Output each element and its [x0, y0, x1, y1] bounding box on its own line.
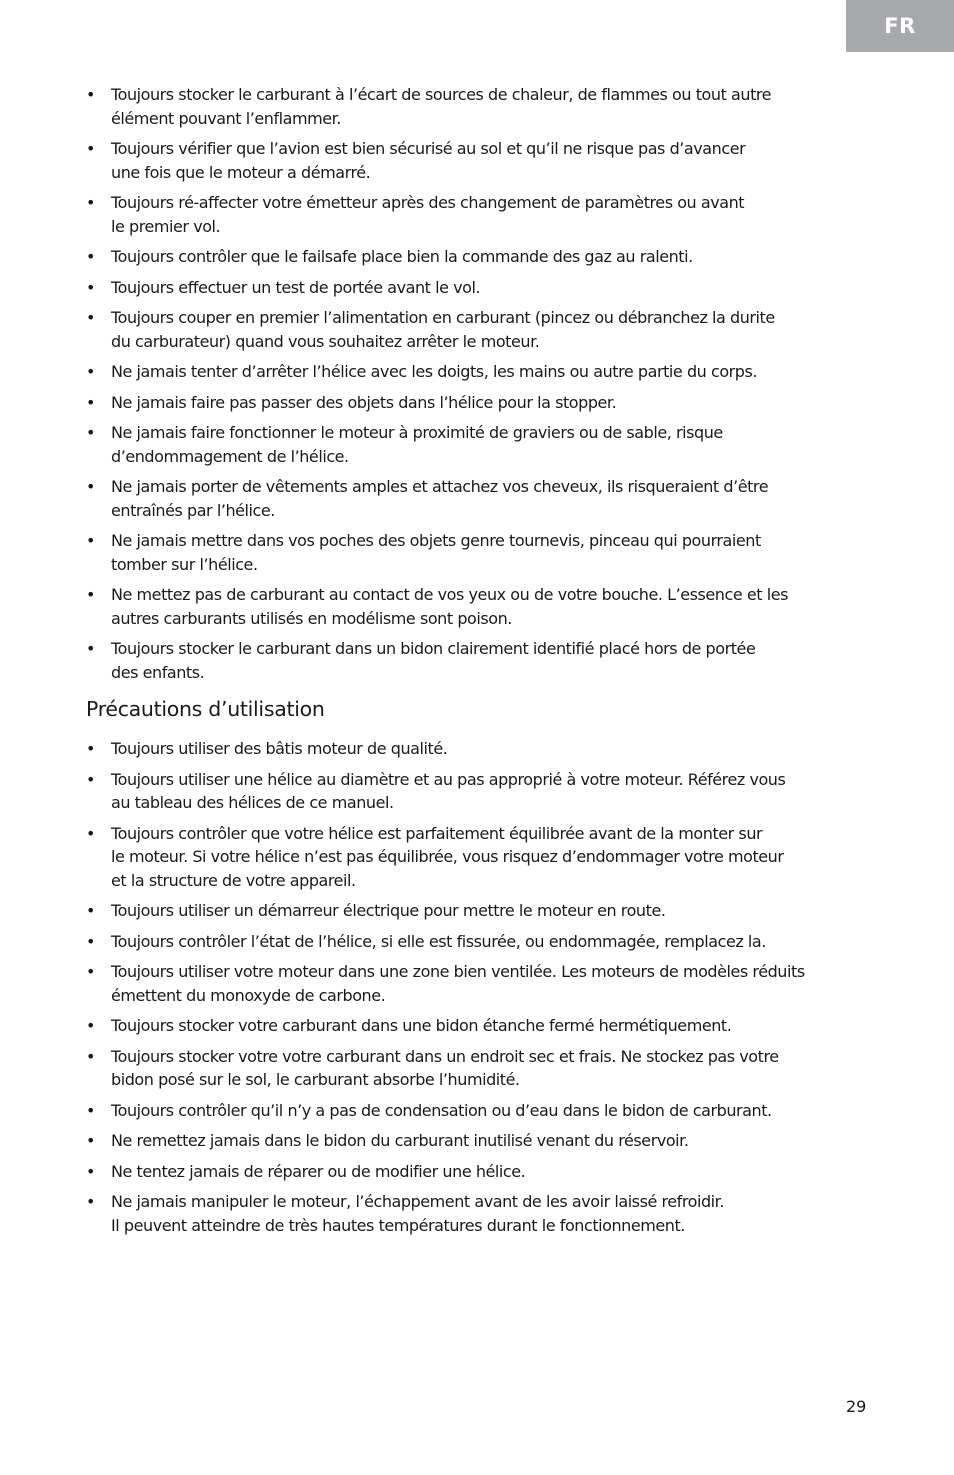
list-item: • Toujours utiliser votre moteur dans une zone bien ventilée. Les moteurs de modèles réduits émettent du monoxyde de carbone. [86, 960, 866, 1007]
usage-precautions-list [86, 737, 866, 1244]
list-item: • Toujours vérifier que l’avion est bien sécurisé au sol et qu’il ne risque pas d’avancer une fois que le moteur a démarré. [86, 137, 866, 184]
list-item: • Toujours couper en premier l’alimentation en carburant (pincez ou débranchez la durite du carburateur) quand vous souhaitez arrêter le moteur. [86, 306, 866, 353]
list-item: • Ne jamais mettre dans vos poches des objets genre tournevis, pinceau qui pourraient tomber sur l’hélice. [86, 529, 866, 576]
page-number: 29 [846, 1397, 867, 1416]
list-item: • Toujours ré-affecter votre émetteur après des changement de paramètres ou avant le premier vol. [86, 191, 866, 238]
list-item: • Toujours effectuer un test de portée avant le vol. [86, 276, 866, 300]
language-tab: FR [846, 0, 954, 52]
list-item: • Toujours contrôler l’état de l’hélice, si elle est fissurée, ou endommagée, remplacez la. [86, 930, 866, 954]
list-item: • Toujours utiliser un démarreur électrique pour mettre le moteur en route. [86, 899, 866, 923]
list-item: • Toujours stocker votre votre carburant dans un endroit sec et frais. Ne stockez pas votre bidon posé sur le sol, le carburant absorbe l’humidité. [86, 1045, 866, 1092]
list-item: • Toujours utiliser des bâtis moteur de qualité. [86, 737, 866, 761]
safety-list [86, 83, 866, 691]
list-item: • Toujours contrôler que votre hélice est parfaitement équilibrée avant de la monter sur le moteur. Si votre hélice n’est pas équilibrée, vous risquez d’endommager votre moteur et la structure de votre appareil. [86, 822, 866, 893]
list-item: • Toujours stocker le carburant à l’écart de sources de chaleur, de flammes ou tout autre élément pouvant l’enflammer. [86, 83, 866, 130]
list-item: • Ne jamais faire pas passer des objets dans l’hélice pour la stopper. [86, 391, 866, 415]
list-item: • Toujours stocker le carburant dans un bidon clairement identifié placé hors de portée des enfants. [86, 637, 866, 684]
section-heading: Précautions d’utilisation [86, 697, 325, 721]
list-item: • Ne mettez pas de carburant au contact de vos yeux ou de votre bouche. L’essence et les autres carburants utilisés en modélisme sont poison. [86, 583, 866, 630]
list-item: • Ne jamais faire fonctionner le moteur à proximité de graviers ou de sable, risque d’endommagement de l’hélice. [86, 421, 866, 468]
list-item: • Toujours utiliser une hélice au diamètre et au pas approprié à votre moteur. Référez vous au tableau des hélices de ce manuel. [86, 768, 866, 815]
list-item: • Ne jamais porter de vêtements amples et attachez vos cheveux, ils risqueraient d’être entraînés par l’hélice. [86, 475, 866, 522]
list-item: • Ne jamais manipuler le moteur, l’échappement avant de les avoir laissé refroidir. Il peuvent atteindre de très hautes températures durant le fonctionnement. [86, 1190, 866, 1237]
list-item: • Ne remettez jamais dans le bidon du carburant inutilisé venant du réservoir. [86, 1129, 866, 1153]
list-item: • Ne jamais tenter d’arrêter l’hélice avec les doigts, les mains ou autre partie du corps. [86, 360, 866, 384]
list-item: • Toujours stocker votre carburant dans une bidon étanche fermé hermétiquement. [86, 1014, 866, 1038]
list-item: • Toujours contrôler qu’il n’y a pas de condensation ou d’eau dans le bidon de carburant. [86, 1099, 866, 1123]
list-item: • Toujours contrôler que le failsafe place bien la commande des gaz au ralenti. [86, 245, 866, 269]
list-item: • Ne tentez jamais de réparer ou de modifier une hélice. [86, 1160, 866, 1184]
